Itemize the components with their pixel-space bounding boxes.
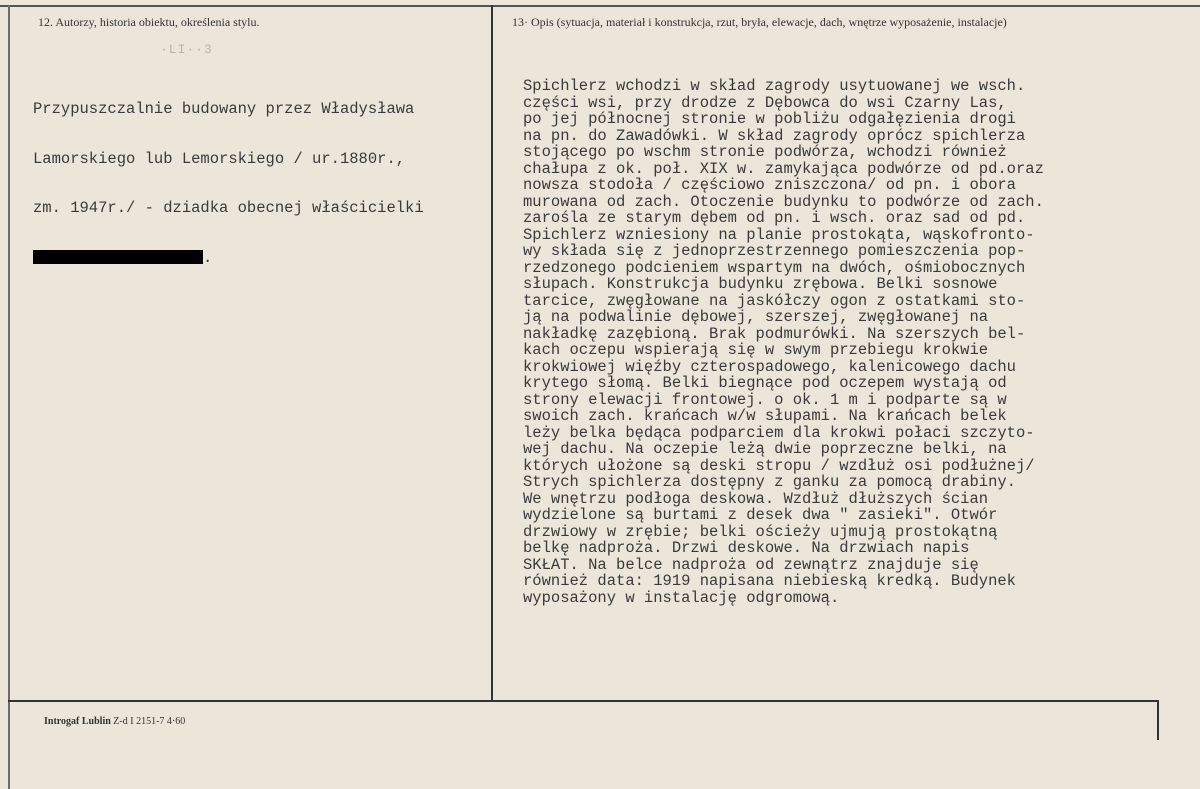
section-13-heading: 13· Opis (sytuacja, materiał i konstrukcja, rzut, bryła, elewacje, dach, wnętrze wyposażenie, instalacje) bbox=[512, 15, 1007, 29]
description-line: tarcice, zwęgłowane na jaskółczy ogon z ostatkami sto- bbox=[523, 291, 1026, 310]
description-line: również data: 1919 napisana niebieską kredką. Budynek bbox=[523, 572, 1016, 590]
authors-line: Lamorskiego lub Lemorskiego / ur.1880r., bbox=[33, 149, 406, 168]
description-line: których ułożone są deski stropu / wzdłuż osi podłużnej/ bbox=[523, 456, 1035, 475]
authors-line: zm. 1947r./ - dziadka obecnej właścicielki bbox=[33, 199, 424, 217]
description-line: wy składa się z jednoprzestrzennego pomieszczenia pop- bbox=[523, 242, 1026, 260]
description-line: stojącego po wschm stronie podwórza, wchodzi również bbox=[523, 143, 1007, 161]
description-line: krytego słomą. Belki biegnące pod oczepem wystają od bbox=[523, 374, 1007, 392]
authors-line: Przypuszczalnie budowany przez Władysława bbox=[33, 100, 415, 118]
description-line: krokwiowej więźby czterospadowego, kalenicowego dachu bbox=[523, 357, 1016, 376]
redaction-trailing-period: . bbox=[203, 248, 213, 267]
left-rule bbox=[8, 5, 10, 789]
description-line: leży belka będąca podparciem dla krokwi połaci szczyto- bbox=[523, 423, 1035, 442]
printer-footer bbox=[44, 716, 185, 727]
description-line: wyposażony w instalację odgromową. bbox=[523, 588, 840, 607]
description-line: zarośla ze starym dębem od pn. i wsch. oraz sad od pd. bbox=[523, 209, 1026, 227]
faint-stamp-mark: ·LI··3 bbox=[160, 42, 213, 57]
description-line: części wsi, przy drodze z Dębowca do wsi Czarny Las, bbox=[523, 93, 1007, 112]
description-line: na pn. do Zawadówki. W skład zagrody oprócz spichlerza bbox=[523, 126, 1026, 145]
footer-publisher: Introgaf Lublin bbox=[44, 716, 111, 727]
description-line: rzedzonego podcieniem wspartym na dwóch, ośmiobocznych bbox=[523, 258, 1026, 277]
footer-code: Z-d I 2151-7 4·60 bbox=[113, 716, 186, 727]
right-rule bbox=[1157, 700, 1159, 740]
authors-history-text bbox=[33, 68, 424, 299]
description-line: murowana od zach. Otoczenie budynku to podwórze od zach. bbox=[523, 192, 1044, 211]
section-12-heading: 12. Autorzy, historia obiektu, określenia stylu. bbox=[38, 15, 260, 29]
description-line: strony elewacji frontowej. o ok. 1 m i podparte są w bbox=[523, 390, 1007, 409]
description-line: drzwiowy w zrębie; belki ościeży ujmują prostokątną bbox=[523, 522, 998, 541]
description-line: wej dachu. Na oczepie leżą dwie poprzeczne belki, na bbox=[523, 440, 1007, 458]
description-line: wydzielone są burtami z desek dwa " zasieki". Otwór bbox=[523, 506, 998, 524]
description-line: Spichlerz wzniesiony na planie prostokąta, wąskofronto- bbox=[523, 225, 1035, 244]
description-line: ją na podwalinie dębowej, szerszej, zwęgłowanej na bbox=[523, 308, 989, 326]
description-line: SKŁAT. Na belce nadproża od zewnątrz znajduje się bbox=[523, 555, 979, 574]
redaction-bar bbox=[33, 250, 203, 264]
column-divider bbox=[491, 5, 493, 700]
top-rule bbox=[0, 5, 1200, 7]
description-line: We wnętrzu podłoga deskowa. Wzdłuż dłuższych ścian bbox=[523, 489, 989, 508]
description-line: po jej północnej stronie w pobliżu odgałęzienia drogi bbox=[523, 110, 1016, 128]
bottom-rule bbox=[8, 700, 1158, 702]
description-line: słupach. Konstrukcja budynku zrębowa. Belki sosnowe bbox=[523, 275, 998, 293]
authors-line-redacted bbox=[33, 250, 424, 267]
description-line: swoich zach. krańcach w/w słupami. Na krańcach belek bbox=[523, 407, 1007, 425]
description-line: Spichlerz wchodzi w skład zagrody usytuowanej we wsch. bbox=[523, 77, 1026, 95]
description-line: nowsza stodoła / częściowo zniszczona/ od pn. i obora bbox=[523, 176, 1016, 194]
description-text bbox=[523, 78, 1044, 606]
description-line: belkę nadproża. Drzwi deskowe. Na drzwiach napis bbox=[523, 539, 970, 557]
description-line: nakładkę zazębioną. Brak podmurówki. Na szerszych bel- bbox=[523, 324, 1026, 343]
description-line: kach oczepu wspierają się w swym przebiegu krokwie bbox=[523, 341, 989, 359]
description-line: chałupa z ok. poł. XIX w. zamykająca podwórze od pd.oraz bbox=[523, 159, 1044, 178]
description-line: Strych spichlerza dostępny z ganku za pomocą drabiny. bbox=[523, 473, 1016, 491]
